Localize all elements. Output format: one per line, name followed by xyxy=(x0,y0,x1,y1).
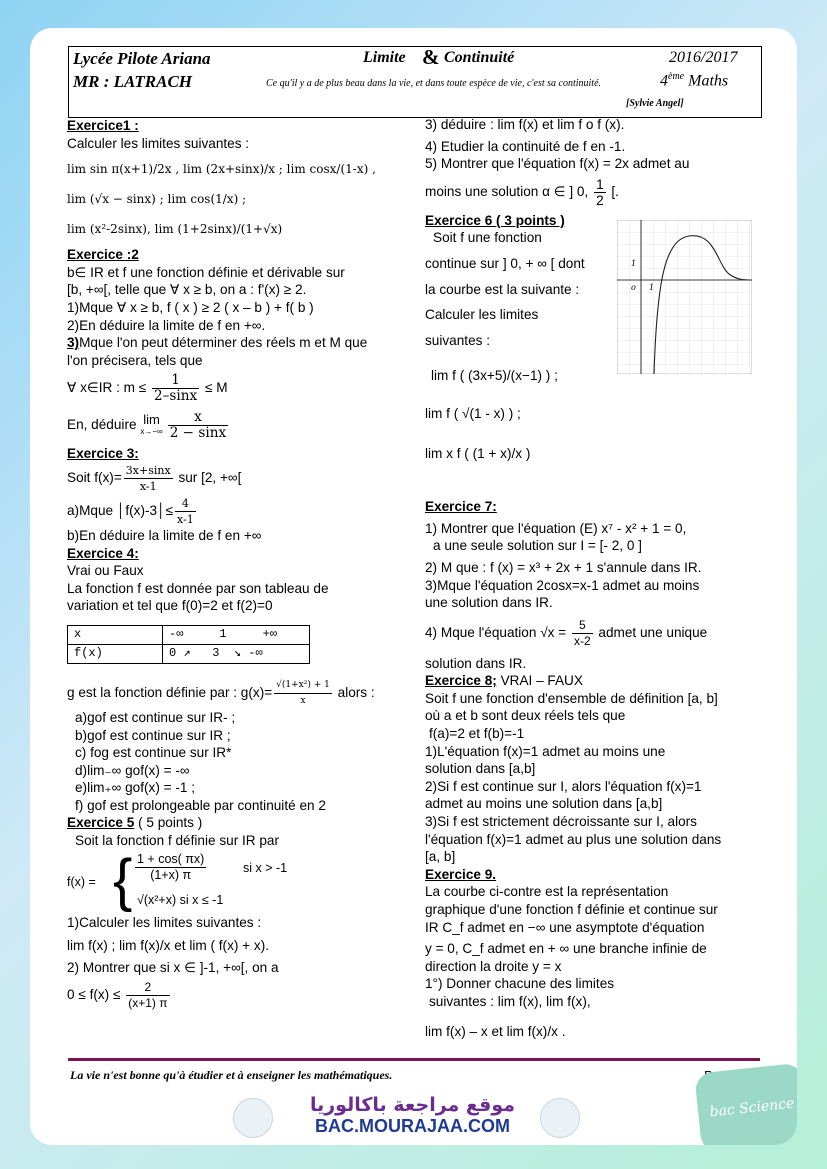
teacher-name: MR : LATRACH xyxy=(73,72,193,91)
footer-motto: La vie n'est bonne qu'à étudier et à enseigner les mathématiques. xyxy=(70,1068,393,1082)
exercise-text: 0 ≤ f(x) ≤ $\frac{2}{(x+1) \pi}$ xyxy=(67,980,168,1011)
exercise-text: moins une solution α ∈ ] 0, $\frac{1}{2}$ [. xyxy=(425,176,619,208)
exercise-text: lim sin π(x+1)/2x , lim (2x+sinx)/x ; lim cosx/(1-x) , xyxy=(67,162,376,177)
exercise-text: a une seule solution sur I = [- 2, 0 ] xyxy=(433,538,642,554)
exercise-text: solution dans [a,b] xyxy=(425,761,536,777)
exercise-text: admet au moins une solution dans [a,b] xyxy=(425,796,663,812)
exercise-text: graphique d'une fonction f définie et continue sur xyxy=(425,902,718,917)
exercise-text: Soit f(x)= $\frac{3x+\sin x}{x-1}$ sur [2, +∞[ xyxy=(67,463,242,493)
exercise-text: g est la fonction définie par : g(x)= $\frac{\text{√(1+x²) + 1}}{x}$ alors : xyxy=(67,679,375,706)
footer-rule xyxy=(68,1058,760,1061)
brand-block[interactable] xyxy=(285,1094,540,1137)
exercise-text: [a, b] xyxy=(425,849,456,865)
exercise-text: 1)Mque ∀ x ≥ b, f ( x ) ≥ 2 ( x – b ) + f( b ) xyxy=(67,299,314,315)
quote-author: [Sylvie Angel] xyxy=(626,98,684,109)
exercise-text: 4) Mque l'équation √x = $\frac{5}{x-2}$ admet une unique xyxy=(425,617,708,648)
title-amp: & xyxy=(422,45,440,69)
exercise-text: Vrai ou Faux xyxy=(67,563,144,579)
exercise-text: a)gof est continue sur IR- ; xyxy=(75,709,236,725)
exercise-text: l'on précisera, tels que xyxy=(67,352,203,368)
exercise-text: 1) Montrer que l'équation (E) x⁷ - x² + 1 = 0, xyxy=(425,520,687,536)
title-limite: Limite xyxy=(363,49,406,66)
exercise-text: 3) déduire : lim f(x) et lim f o f (x). xyxy=(425,117,625,132)
bac-science-badge: bac Science xyxy=(694,1063,797,1145)
exercise-text: IR C_f admet en −∞ une asymptote d'équation xyxy=(425,919,705,935)
exercise-text: direction la droite y = x xyxy=(425,958,562,974)
exercise-text: [b, +∞[, telle que ∀ x ≥ b, on a : f'(x) ≥ 2. xyxy=(67,282,307,298)
exercise-text: 3)Si f est strictement décroissante sur I, alors xyxy=(425,814,697,830)
site-logo-icon xyxy=(233,1098,273,1138)
exercise-title: Exercice 7: xyxy=(425,499,497,515)
exercise-text: La courbe ci-contre est la représentation xyxy=(425,884,669,900)
exercise-text: Calculer les limites suivantes : xyxy=(67,135,250,151)
header-box xyxy=(68,46,762,118)
exercise-text: 3)Mque l'équation 2cosx=x-1 admet au moins xyxy=(425,577,700,593)
exercise-title: Exercice 4: xyxy=(67,545,139,561)
brand-url[interactable]: BAC.MOURAJAA.COM xyxy=(315,1116,510,1136)
exercise-text: e)lim₊∞ gof(x) = -1 ; xyxy=(75,780,195,796)
exercise-text: d)lim₋∞ gof(x) = -∞ xyxy=(75,762,190,778)
exercise-text: suivantes : xyxy=(425,332,490,348)
exercise-text: 2)En déduire la limite de f en +∞. xyxy=(67,317,266,333)
function-graph xyxy=(617,220,752,374)
school-year: 2016/2017 xyxy=(669,49,738,66)
exercise-title: Exercice1 : xyxy=(67,118,139,133)
axis-label-origin: o xyxy=(631,283,636,292)
exercise-text: lim (√x − sinx) ; lim cos(1/x) ; xyxy=(67,192,247,207)
variation-table xyxy=(67,625,310,664)
document-page xyxy=(30,28,797,1145)
exercise-title: Exercice 5 ( 5 points ) xyxy=(67,815,203,831)
exercise-title: Exercice :2 xyxy=(67,247,139,263)
exercise-text: où a et b sont deux réels tels que xyxy=(425,708,626,724)
exercise-text: c) fog est continue sur IR* xyxy=(75,745,232,761)
exercise-text: 1°) Donner chacune des limites xyxy=(425,976,615,992)
graph-grid xyxy=(617,220,752,374)
level: 4ème Maths xyxy=(660,71,729,90)
exercise-text: 2)Si f est continue sur I, alors l'équation f(x)=1 xyxy=(425,778,702,794)
axis-label-x: 1 xyxy=(649,283,655,292)
exercise-text: 4) Etudier la continuité de f en -1. xyxy=(425,138,626,154)
exercise-text: solution dans IR. xyxy=(425,655,527,671)
school-name: Lycée Pilote Ariana xyxy=(73,49,211,68)
exercise-text: suivantes : lim f(x), lim f(x), xyxy=(429,993,591,1009)
site-logo-icon xyxy=(540,1098,580,1138)
exercise-text: lim f(x) – x et lim f(x)/x . xyxy=(425,1023,566,1039)
exercise-text: b)En déduire la limite de f en +∞ xyxy=(67,527,262,543)
exercise-title: Exercice 9. xyxy=(425,866,497,882)
exercise-text: l'équation f(x)=1 admet au plus une solution dans xyxy=(425,831,722,847)
table-cell: -∞ 1 +∞ xyxy=(163,625,310,644)
exercise-text: la courbe est la suivante : xyxy=(425,281,580,297)
table-row xyxy=(68,625,310,644)
exercise-text: ∀ x∈IR : m ≤ $\frac{1}{2-\sin x}$ ≤ M xyxy=(67,372,228,405)
exercise-text: lim (x²-2sinx), lim (1+2sinx)/(1+√x) xyxy=(67,222,283,237)
exercise-text: f(a)=2 et f(b)=-1 xyxy=(429,726,525,742)
piecewise-function: f(x) = { $\frac{1 + \cos( \pi x)}{(1+x) \pi}$ si x > -1 √(x²+x) si x ≤ -1 xyxy=(67,847,288,913)
exercise-text: 2) M que : f (x) = x³ + 2x + 1 s'annule dans IR. xyxy=(425,559,702,575)
table-row xyxy=(68,644,310,663)
exercise-text: lim x f ( (1 + x)/x ) xyxy=(425,445,531,461)
exercise-text: lim f ( √(1 - x) ) ; xyxy=(425,405,521,421)
exercise-text: b∈ IR et f une fonction définie et dérivable sur xyxy=(67,264,345,280)
title-continuite: Continuité xyxy=(444,49,515,66)
left-column xyxy=(67,117,412,1011)
exercise-text: 2) Montrer que si x ∈ ]-1, +∞[, on a xyxy=(67,959,279,975)
exercise-title: Exercice 6 ( 3 points ) xyxy=(425,212,565,228)
exercise-text: lim f(x) ; lim f(x)/x et lim ( f(x) + x). xyxy=(67,938,269,954)
exercise-text: En, déduire lim x→−∞ $\frac{x}{2 - \sin x}$ xyxy=(67,409,227,442)
header-quote: Ce qu'il y a de plus beau dans la vie, et dans toute espèce de vie, c'est sa continuité. xyxy=(266,78,602,89)
exercise-text: lim f ( (3x+5)/(x−1) ) ; xyxy=(431,368,558,384)
axis-label-y: 1 xyxy=(631,259,637,268)
exercise-text: 3)Mque l'on peut déterminer des réels m et M que xyxy=(67,335,368,351)
exercise-text: f) gof est prolongeable par continuité en 2 xyxy=(75,797,326,813)
exercise-text: b)gof est continue sur IR ; xyxy=(75,727,231,743)
exercise-text: une solution dans IR. xyxy=(425,595,553,611)
brand-arabic: موقع مراجعة باكالوريا xyxy=(309,1094,516,1116)
exercise-text: Soit la fonction f définie sur IR par xyxy=(75,833,280,849)
table-cell: f(x) xyxy=(68,644,163,663)
exercise-text: y = 0, C_f admet en + ∞ une branche infinie de xyxy=(425,941,707,957)
exercise-text: Calculer les limites xyxy=(425,307,539,323)
exercise-text: 5) Montrer que l'équation f(x) = 2x admet au xyxy=(425,156,690,172)
exercise-text: 1)L'équation f(x)=1 admet au moins une xyxy=(425,743,666,759)
exercise-title: Exercice 8; VRAI – FAUX xyxy=(425,673,583,689)
exercise-text: La fonction f est donnée par son tableau de xyxy=(67,580,329,596)
exercise-text: a)Mque │f(x)-3│≤ $\frac{4}{x-1}$ xyxy=(67,496,194,526)
exercise-text: variation et tel que f(0)=2 et f(2)=0 xyxy=(67,598,273,614)
exercise-title: Exercice 3: xyxy=(67,446,139,462)
table-cell: 0 ↗ 3 ↘ -∞ xyxy=(163,644,310,663)
exercise-text: 1)Calculer les limites suivantes : xyxy=(67,914,262,930)
table-cell: x xyxy=(68,625,163,644)
exercise-text: Soit f une fonction d'ensemble de définition [a, b] xyxy=(425,690,718,706)
exercise-text: Soit f une fonction xyxy=(433,230,542,246)
exercise-text: continue sur ] 0, + ∞ [ dont xyxy=(425,255,585,271)
brace: { xyxy=(113,847,133,913)
